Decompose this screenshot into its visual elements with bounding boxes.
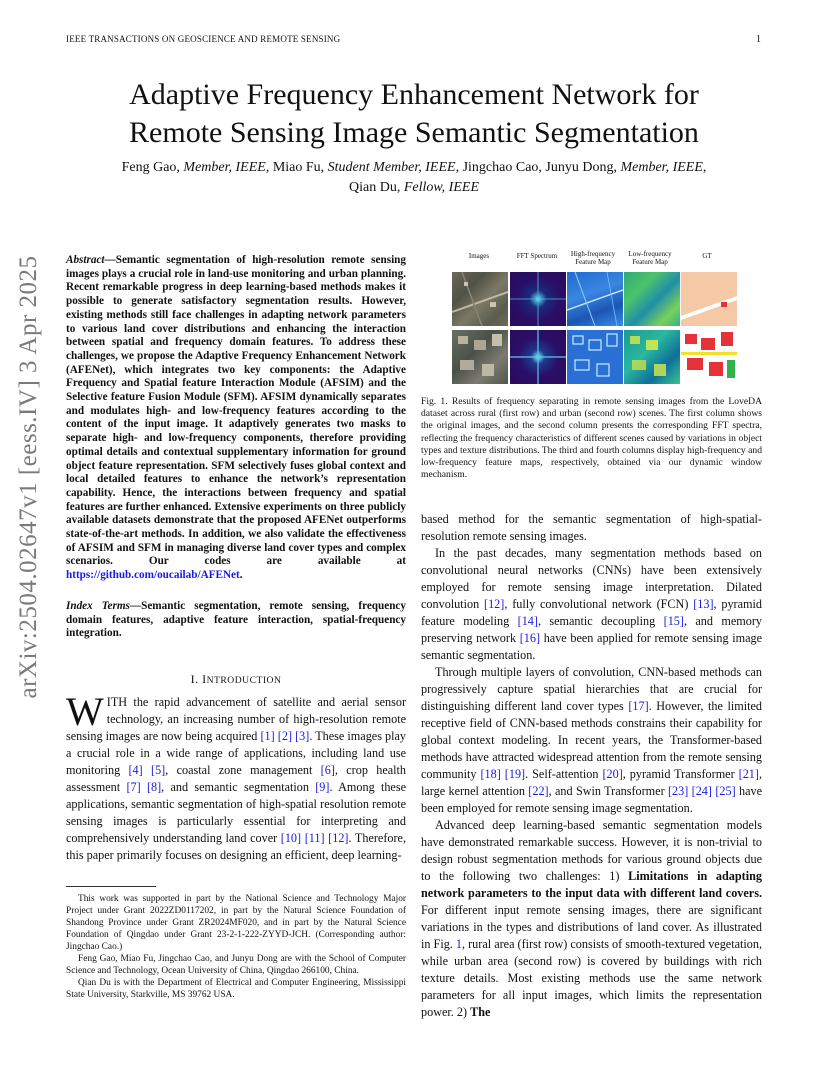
figure-column-label: FFT Spectrum xyxy=(516,252,558,260)
rural-image-tile xyxy=(452,272,508,326)
body-text: have been applied for remote sensing image semantic segmentation. xyxy=(421,631,762,662)
body-text: ITH the rapid advancement of satellite and aerial sensor technology, an increasing number of high-resolution remote sensing images are now being acquired xyxy=(66,695,406,743)
citation-link[interactable]: [6] xyxy=(320,763,335,777)
citation-link[interactable]: [22] xyxy=(528,784,549,798)
bold-text: Limitations in adapting network parameters to the input data with different land covers. xyxy=(421,869,762,900)
paragraph xyxy=(421,664,762,817)
author-list xyxy=(40,158,788,198)
body-text: . These images play a crucial role in a wide range of applications, including land use monitoring xyxy=(66,729,407,777)
author-membership: Member, IEEE xyxy=(183,160,266,175)
body-text: Through multiple layers of convolution, CNN-based methods can progressively capture spatial hierarchies that are crucial for distinguishing different land cover types xyxy=(421,665,762,713)
author-text: Feng Gao, xyxy=(121,160,184,175)
bold-text: The xyxy=(470,1005,491,1019)
section-heading xyxy=(66,672,406,687)
footnote-divider xyxy=(66,886,156,887)
citation-link[interactable]: [12] xyxy=(328,831,349,845)
arxiv-stamp-text: arXiv:2504.02647v1 [eess.IV] 3 Apr 2025 xyxy=(15,255,42,699)
abstract-label: Abstract xyxy=(66,254,105,266)
paragraph xyxy=(421,817,762,1021)
body-text: , and Swin Transformer xyxy=(548,784,668,798)
abstract-text: —Semantic segmentation of high-resolution remote sensing images plays a crucial role in land-use monitoring and urban planning. Recent remarkable progress in deep learning-based methods makes it possible to generate satisfactory segmentation results. However, existing methods still face challenges in adapting network parameters to various land cover distributions and enhancing the interaction between spatial and frequency domain features. To address these challenges, we propose the Adaptive Frequency Enhancement Network (AFENet), which integrates two key components: the Adaptive Frequency and Spatial feature Interaction Module (AFSIM) and the Selective feature Fusion Module (SFM). AFSIM dynamically separates and modulates high- and low-frequency features according to the content of the input image. It adaptively generates two masks to separate high- and low-frequency components, therefore providing optimal details and contextual supplementary information for ground object feature representation. SFM selectively fuses global context and local detailed features to enhance the network’s representation capability. Hence, the interactions between frequency and spatial features are further enhanced. Extensive experiments on three publicly available datasets demonstrate that the proposed AFENet outperforms state-of-the-art methods. In addition, we also validate the effectiveness of AFSIM and SFM in managing diverse land cover types and complex scenarios. Our codes are available at xyxy=(66,254,406,568)
citation-link[interactable]: [4] xyxy=(128,763,143,777)
citation-link[interactable]: [1] xyxy=(260,729,275,743)
citation-link[interactable]: [23] xyxy=(667,784,689,798)
paragraph xyxy=(421,545,762,664)
body-text: , pyramid Transformer xyxy=(622,767,739,781)
citation-link[interactable]: [12] xyxy=(484,597,505,611)
citation-link[interactable]: [5] xyxy=(151,763,166,777)
citation-link[interactable]: [15] xyxy=(663,614,684,628)
urban-high-frequency-tile xyxy=(567,330,623,384)
citation-link[interactable]: [7] xyxy=(126,780,141,794)
citation-link[interactable]: [18] xyxy=(480,767,501,781)
footnotes xyxy=(66,893,406,1001)
code-link[interactable]: https://github.com/oucailab/AFENet xyxy=(66,569,240,582)
index-terms xyxy=(66,600,406,641)
body-text: . Therefore, this paper primarily focuses on designing an efficient, deep learning- xyxy=(66,831,406,862)
drop-cap: W xyxy=(66,689,104,734)
figure-caption: Fig. 1. Results of frequency separating in remote sensing images from the LoveDA dataset across rural (first row) and urban (second row) scenes. The first column shows the original images, and the second column presents the corresponding FFT spectra, reflecting the frequency characteristics of different scenes caused by variations in object types and texture distributions. The third and fourth columns display high-frequency and low-frequency feature maps, respectively, obtained via our dynamic window mechanism. xyxy=(421,396,762,481)
footnote-funding: This work was supported in part by the National Science and Technology Major Project under Grant 2022ZD0117202, in part by the Natural Science Foundation of Shandong Province under Grant ZR2024MF020, and in part by the Natural Science Foundation of Qingdao under Grant 23-2-1-222-ZYYD-JCH. (Corresponding author: Jingchao Cao.) xyxy=(66,894,406,952)
urban-low-frequency-tile xyxy=(624,330,680,384)
title-line-2: Remote Sensing Image Semantic Segmentation xyxy=(129,116,699,149)
figure-column-label: GT xyxy=(702,252,712,260)
citation-link[interactable]: [8] xyxy=(146,780,162,794)
citation-link[interactable]: [25] xyxy=(715,784,736,798)
author-membership: Student Member, IEEE xyxy=(327,160,456,175)
rural-low-frequency-tile xyxy=(624,272,680,326)
body-text: , crop health assessment xyxy=(66,763,407,794)
body-text: For different input remote sensing images, there are significant variations in the types and distributions of land cover. As illustrated in Fig. xyxy=(421,903,762,951)
author-membership: Member, IEEE xyxy=(620,160,703,175)
rural-ground-truth-tile xyxy=(681,272,737,326)
citation-link[interactable]: [24] xyxy=(691,784,712,798)
body-text: Advanced deep learning-based semantic segmentation models have demonstrated remarkable success. However, it is non-trivial to design robust segmentation methods for various ground objects due to the following two challenges: 1) xyxy=(421,818,762,883)
title-line-1: Adaptive Frequency Enhancement Network for xyxy=(129,78,699,111)
citation-link[interactable]: [3] xyxy=(295,729,310,743)
page-number: 1 xyxy=(756,34,761,45)
figure-1 xyxy=(449,252,753,388)
author-text: , Miao Fu, xyxy=(265,160,328,175)
index-terms-label: Index Terms xyxy=(66,600,130,612)
citation-link[interactable]: [11] xyxy=(304,831,325,845)
body-text: based method for the semantic segmentation of high-spatial-resolution remote sensing images. xyxy=(421,512,762,543)
footnote-affiliation-1: Feng Gao, Miao Fu, Jingchao Cao, and Junyu Dong are with the School of Computer Science and Technology, Ocean University of China, Qingdao 266100, China. xyxy=(66,954,406,976)
abstract-end: . xyxy=(239,569,243,582)
body-text: , coastal zone management xyxy=(165,763,321,777)
author-text: Qian Du, xyxy=(349,180,404,195)
body-text: , and memory preserving network xyxy=(421,614,762,645)
footnote-affiliation-2: Qian Du is with the Department of Electrical and Computer Engineering, Mississippi State University, Starkville, MS 39762 USA. xyxy=(66,978,406,1000)
body-text: , semantic decoupling xyxy=(537,614,664,628)
body-text: , fully convolutional network (FCN) xyxy=(504,597,694,611)
author-line-2 xyxy=(40,178,788,198)
abstract xyxy=(66,254,406,583)
section-title-initial: I xyxy=(202,672,207,686)
rural-fft-spectrum-tile xyxy=(510,272,566,326)
body-text xyxy=(143,763,151,777)
index-terms-text: —Semantic segmentation, remote sensing, frequency domain features, adaptive feature interaction, spatial-frequency integration. xyxy=(66,600,406,640)
author-line-1 xyxy=(40,158,788,178)
citation-link[interactable]: [21] xyxy=(738,767,759,781)
citation-link[interactable]: [19] xyxy=(504,767,526,781)
urban-fft-spectrum-tile xyxy=(510,330,566,384)
citation-link[interactable]: [2] xyxy=(277,729,293,743)
citation-link[interactable]: [13] xyxy=(693,597,714,611)
urban-ground-truth-tile xyxy=(681,330,737,384)
figure-column-label: High-frequency Feature Map xyxy=(570,250,616,266)
author-text: , Jingchao Cao, Junyu Dong, xyxy=(455,160,621,175)
arxiv-stamp xyxy=(6,255,52,699)
paragraph xyxy=(421,511,762,545)
author-text: , xyxy=(702,160,707,175)
citation-link[interactable]: [14] xyxy=(517,614,538,628)
rural-high-frequency-tile xyxy=(567,272,623,326)
body-text: . Self-attention xyxy=(525,767,603,781)
body-text: , large kernel attention xyxy=(421,767,762,798)
intro-text xyxy=(66,689,407,862)
body-text: . However, the limited receptive field of CNN-based methods constrains their capability for global context modeling. In recent years, the Transformer-based methods have attracted widespread attention from the remote sensing community xyxy=(421,699,762,781)
author-membership: Fellow, IEEE xyxy=(403,180,479,195)
intro-paragraph xyxy=(66,689,407,864)
section-numeral: I. xyxy=(190,672,203,686)
figure-column-label: Low-frequency Feature Map xyxy=(628,250,672,266)
body-text: , rural area (first row) consists of smooth-textured vegetation, while urban area (second row) is covered by buildings with rich texture details. Most existing methods use the same network parameters for all input images, which limits the representation power. 2) xyxy=(421,937,762,1019)
section-title-rest: NTRODUCTION xyxy=(206,675,282,686)
body-text: have been employed for remote sensing image segmentation. xyxy=(421,784,763,815)
running-head: IEEE TRANSACTIONS ON GEOSCIENCE AND REMOTE SENSING xyxy=(66,34,341,44)
citation-link[interactable]: 1 xyxy=(455,937,463,951)
body-text: , and semantic segmentation xyxy=(161,780,316,794)
right-column-body xyxy=(421,511,762,1021)
urban-image-tile xyxy=(452,330,508,384)
citation-link[interactable]: [17] xyxy=(628,699,649,713)
body-text: , pyramid feature modeling xyxy=(421,597,762,628)
citation-link[interactable]: [16] xyxy=(519,631,541,645)
body-text: . Among these applications, semantic segmentation of high-spatial resolution remote sensing images is particularly essential for interpreting and comprehensively understanding land cover xyxy=(66,780,406,845)
paper-title xyxy=(40,76,788,152)
citation-link[interactable]: [9] xyxy=(315,780,330,794)
body-text: In the past decades, many segmentation methods based on convolutional neural networks (CNNs) have been extensively employed for remote sensing image interpretation. Dilated convolution xyxy=(421,546,762,611)
citation-link[interactable]: [20] xyxy=(602,767,623,781)
figure-column-label: Images xyxy=(468,252,490,260)
citation-link[interactable]: [10] xyxy=(280,831,302,845)
